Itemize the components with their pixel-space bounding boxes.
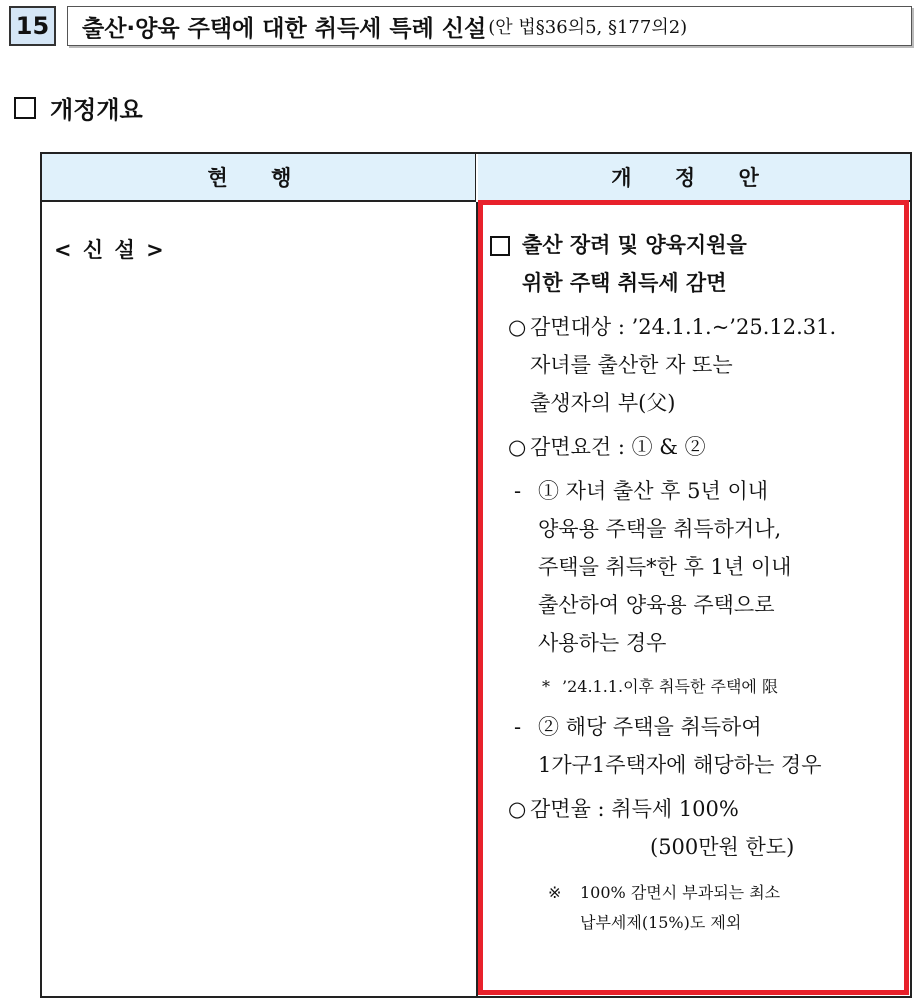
section-number: 15 bbox=[9, 6, 56, 46]
revised-cell bbox=[490, 226, 905, 938]
sub-item bbox=[490, 708, 905, 784]
reference-note bbox=[490, 878, 905, 938]
circle-bullet-icon: ○ bbox=[508, 797, 527, 821]
list-item bbox=[490, 428, 905, 466]
item1-line2: 자녀를 출산한 자 또는 bbox=[530, 353, 733, 377]
checkbox-square-icon bbox=[14, 97, 36, 119]
dash-bullet-icon: - bbox=[514, 715, 522, 739]
overview-heading bbox=[14, 90, 143, 125]
sub1-line5: 사용하는 경우 bbox=[538, 631, 667, 655]
circle-bullet-icon: ○ bbox=[508, 435, 527, 459]
note2-line2: 납부세제(15%)도 제외 bbox=[580, 913, 742, 932]
sub2-line1: ② 해당 주택을 취득하여 bbox=[538, 715, 762, 739]
current-cell-text: < 신 설 > bbox=[54, 238, 166, 262]
revised-heading bbox=[490, 226, 905, 302]
item3-line1: 감면율 : 취득세 100% bbox=[530, 797, 739, 821]
section-title-box bbox=[67, 6, 912, 46]
sub1-line2: 양육용 주택을 취득하거나, bbox=[538, 517, 782, 541]
item3-line2: (500만원 한도) bbox=[650, 835, 795, 859]
revised-heading-line2: 위한 주택 취득세 감면 bbox=[522, 271, 727, 295]
note2-line1: 100% 감면시 부과되는 최소 bbox=[580, 883, 781, 902]
section-header bbox=[9, 6, 914, 48]
dash-bullet-icon: - bbox=[514, 479, 522, 503]
footnote bbox=[490, 672, 905, 702]
sub1-line4: 출산하여 양육용 주택으로 bbox=[538, 593, 775, 617]
reference-mark-icon: ※ bbox=[548, 883, 562, 902]
sub2-line2: 1가구1주택자에 해당하는 경우 bbox=[538, 753, 822, 777]
item1-line3: 출생자의 부(父) bbox=[530, 391, 676, 415]
checkbox-square-icon bbox=[490, 236, 510, 256]
sub1-line3: 주택을 취득*한 후 1년 이내 bbox=[538, 555, 792, 579]
item2-text: 감면요건 : ① & ② bbox=[530, 435, 706, 459]
column-header-current: 현 행 bbox=[42, 154, 476, 202]
item1-line1: 감면대상 : ’24.1.1.~’25.12.31. bbox=[530, 315, 837, 339]
section-title: 출산·양육 주택에 대한 취득세 특례 신설 bbox=[82, 15, 487, 42]
asterisk-icon: * bbox=[542, 677, 550, 696]
column-header-revised: 개 정 안 bbox=[478, 154, 910, 202]
revised-heading-line1: 출산 장려 및 양육지원을 bbox=[522, 233, 747, 257]
sub1-line1: ① 자녀 출산 후 5년 이내 bbox=[538, 479, 769, 503]
note1-text: ’24.1.1.이후 취득한 주택에 限 bbox=[562, 677, 778, 696]
law-reference: (안 법§36의5, §177의2) bbox=[488, 17, 688, 38]
overview-label: 개정개요 bbox=[50, 96, 143, 124]
circle-bullet-icon: ○ bbox=[508, 315, 527, 339]
sub-item bbox=[490, 472, 905, 662]
list-item bbox=[490, 790, 905, 866]
list-item bbox=[490, 308, 905, 422]
